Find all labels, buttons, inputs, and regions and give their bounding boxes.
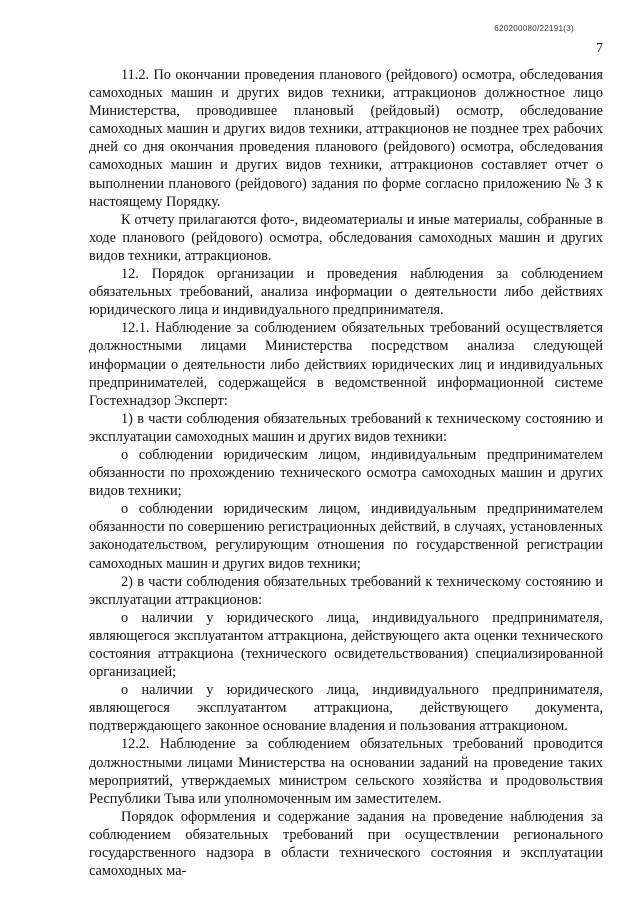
paragraph-12-1: 12.1. Наблюдение за соблюдением обязательных требований осуществляется должностными лицами Министерства посредством анализа следующей информации о деятельности либо действиях юридических лиц и индивидуальных предпринимателей, содержащейся в ведомственной информационной системе Гостехнадзор Эксперт: [89,320,603,409]
list-item-1: 1) в части соблюдения обязательных требований к техническому состоянию и эксплуатации самоходных машин и других видов техники: [89,410,603,445]
list-item-2: 2) в части соблюдения обязательных требований к техническому состоянию и эксплуатации аттракционов: [89,573,603,608]
paragraph-12: 12. Порядок организации и проведения наблюдения за соблюдением обязательных требований, анализа информации о деятельности либо действиях юридического лица и индивидуального предпринимателя. [89,266,603,319]
paragraph-task-procedure: Порядок оформления и содержание задания на проведение наблюдения за соблюдением обязательных требований при осуществлении регионального государственного надзора в области технического состояния и эксплуатации самоходных ма- [89,808,603,880]
page-number: 7 [596,41,603,56]
paragraph-12-2: 12.2. Наблюдение за соблюдением обязательных требований проводится должностными лицами Министерства на основании заданий на проведение таких мероприятий, утверждаемых министром сельского хозяйства и продовольствия Республики Тыва или уполномоченным им заместителем. [89,736,603,807]
paragraph-report-attachments: К отчету прилагаются фото-, видеоматериалы и иные материалы, собранные в ходе планового (рейдового) осмотра, обследования самоходных машин и других видов техники, аттракционов. [89,211,603,264]
sub-item-ownership-document: о наличии у юридического лица, индивидуального предпринимателя, являющегося эксплуатантом аттракциона, действующего документа, подтверждающего законное основание владения и пользования аттракционом. [89,682,603,735]
document-code: 620200080/22191(3) [494,24,574,33]
sub-item-inspection: о соблюдении юридическим лицом, индивидуальным предпринимателем обязанности по прохождению технического осмотра самоходных машин и других видов техники; [89,446,603,500]
sub-item-assessment-act: о наличии у юридического лица, индивидуального предпринимателя, являющегося эксплуатантом аттракциона, действующего акта оценки технического состояния аттракциона (технического освидетельствования) специализированной организацией; [89,609,603,681]
paragraph-11-2: 11.2. По окончании проведения планового (рейдового) осмотра, обследования самоходных машин и других видов техники, аттракционов должностное лицо Министерства, проводившее плановый (рейдовый) осмотр, обследование самоходных машин и других видов техники, аттракционов не позднее трех рабочих дней со дня окончания проведения планового (рейдового) осмотра, обследования самоходных машин и других видов техники, аттракционов составляет отчет о выполнении планового (рейдового) задания по форме согласно приложению № 3 к настоящему Порядку. [89,67,603,210]
document-body [89,66,603,880]
sub-item-registration: о соблюдении юридическим лицом, индивидуальным предпринимателем обязанности по совершению регистрационных действий, в случаях, установленных законодательством, регулирующим отношения по государственной регистрации самоходных машин и других видов техники; [89,501,603,572]
